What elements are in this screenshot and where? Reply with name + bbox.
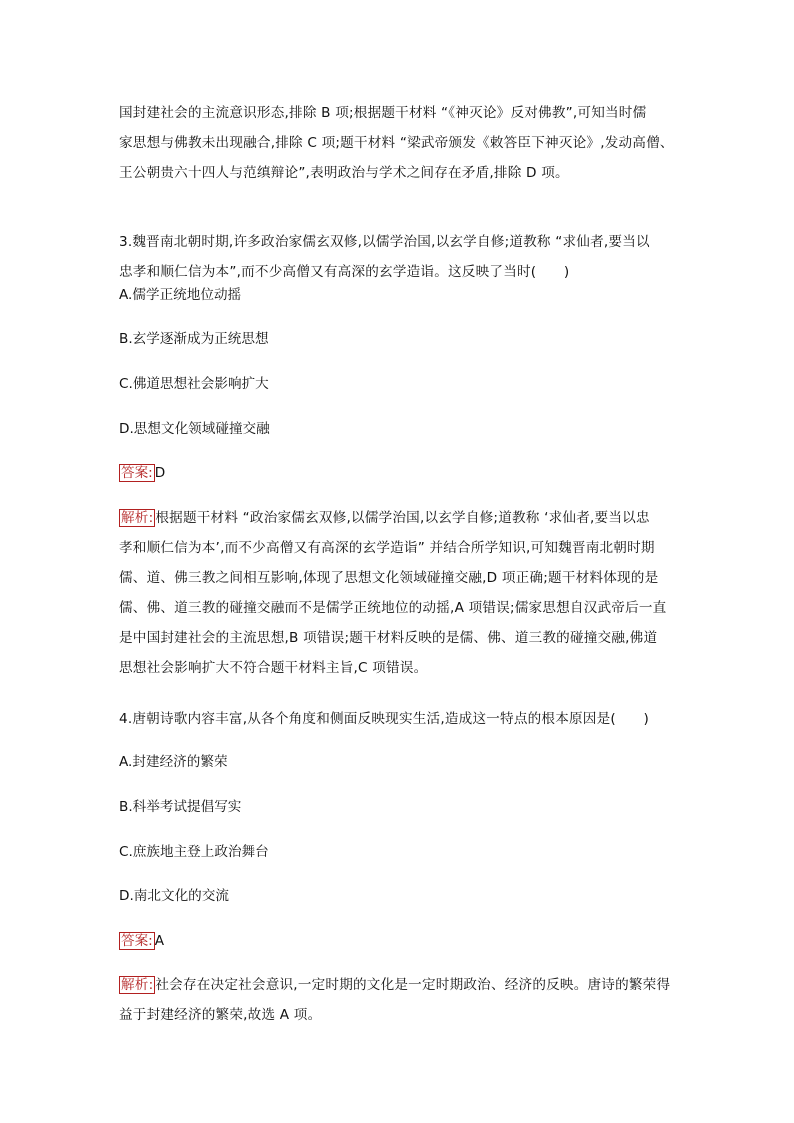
answer-value: D xyxy=(154,465,166,481)
analysis-label: 解析: xyxy=(121,510,154,526)
q4-option-a: A.封建经济的繁荣 xyxy=(119,754,228,770)
analysis-label: 解析: xyxy=(121,977,154,993)
q4-option-d: D.南北文化的交流 xyxy=(119,888,229,904)
q4-option-c: C.庶族地主登上政治舞台 xyxy=(119,844,269,860)
intro-line: 王公朝贵六十四人与范缜辩论”,表明政治与学术之间存在矛盾,排除 D 项。 xyxy=(119,165,569,181)
q3-analysis-line: 是中国封建社会的主流思想,B 项错误;题干材料反映的是儒、佛、道三教的碰撞交融,佛道 xyxy=(119,630,658,646)
q3-analysis-line: 孝和顺仁信为本’,而不少高僧又有高深的玄学造诣” 并结合所学知识,可知魏晋南北朝时期 xyxy=(119,540,655,556)
question-4-stem xyxy=(119,704,679,734)
q3-option-a: A.儒学正统地位动摇 xyxy=(119,287,242,303)
q3-option-d: D.思想文化领域碰撞交融 xyxy=(119,421,270,437)
q4-option-b: B.科举考试提倡写实 xyxy=(119,799,242,815)
q3-option-c: C.佛道思想社会影响扩大 xyxy=(119,376,269,392)
q3-analysis-line: 解析: 根据题干材料 “政治家儒玄双修,以儒学治国,以玄学自修;道教称 ‘求仙者,要当以忠 xyxy=(121,510,650,526)
answer-label: 答案: xyxy=(121,933,153,949)
q4-analysis-line: 解析: 社会存在决定社会意识,一定时期的文化是一定时期政治、经济的反映。唐诗的繁荣得 xyxy=(121,977,671,993)
q4-answer xyxy=(119,931,164,951)
q4-analysis xyxy=(119,970,679,1030)
q3-analysis-line: 儒、道、佛三教之间相互影响,体现了思想文化领域碰撞交融,D 项正确;题干材料体现的是 xyxy=(119,570,659,586)
q3-answer xyxy=(119,463,165,483)
q3-stem-line: 忠孝和顺仁信为本”,而不少高僧又有高深的玄学造诣。这反映了当时( ) xyxy=(119,264,570,280)
intro-line: 国封建社会的主流意识形态,排除 B 项;根据题干材料 “《神灭论》反对佛教”,可知当时儒 xyxy=(119,105,647,121)
answer-value: A xyxy=(154,933,165,949)
q3-stem-line: 3.魏晋南北朝时期,许多政治家儒玄双修,以儒学治国,以玄学自修;道教称 “求仙者,要当以 xyxy=(119,234,650,250)
question-3-stem xyxy=(119,227,679,287)
q4-stem-line: 4.唐朝诗歌内容丰富,从各个角度和侧面反映现实生活,造成这一特点的根本原因是( ) xyxy=(119,711,649,727)
q3-analysis-line: 思想社会影响扩大不符合题干材料主旨,C 项错误。 xyxy=(119,660,428,676)
q3-option-b: B.玄学逐渐成为正统思想 xyxy=(119,331,269,347)
q3-analysis-line: 儒、佛、道三教的碰撞交融而不是儒学正统地位的动摇,A 项错误;儒家思想自汉武帝后一直 xyxy=(119,600,667,616)
intro-paragraph xyxy=(119,98,679,188)
q4-analysis-line: 益于封建经济的繁荣,故选 A 项。 xyxy=(119,1007,322,1023)
q3-analysis xyxy=(119,503,679,683)
intro-line: 家思想与佛教未出现融合,排除 C 项;题干材料 “梁武帝颁发《敕答臣下神灭论》,发动高僧、 xyxy=(119,135,674,151)
answer-label: 答案: xyxy=(121,465,153,481)
